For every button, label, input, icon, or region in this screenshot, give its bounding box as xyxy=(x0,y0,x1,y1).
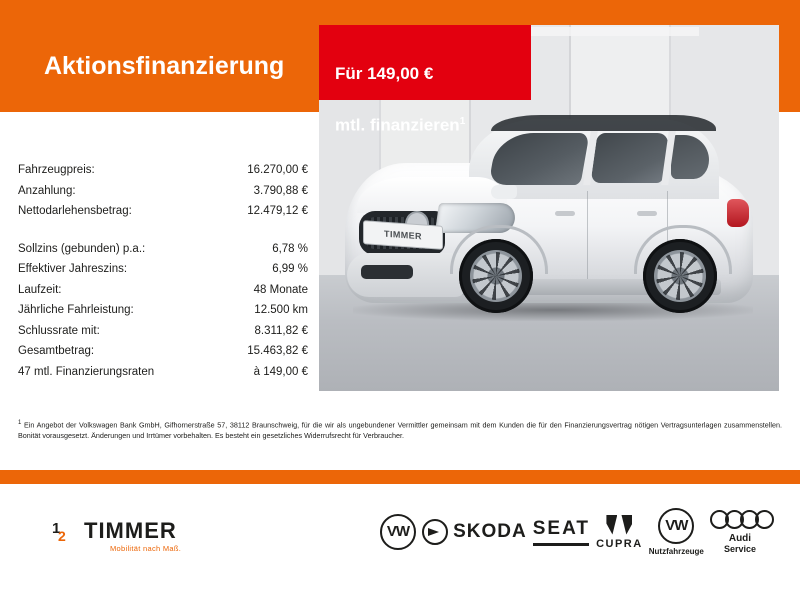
finance-label: Nettodarlehensbetrag: xyxy=(18,205,132,217)
finance-row xyxy=(18,164,308,176)
finance-row xyxy=(18,366,308,378)
seat-wordmark: SEAT xyxy=(532,518,591,539)
skoda-wordmark: SKODA xyxy=(453,521,527,542)
license-plate-text: TIMMER xyxy=(384,228,422,242)
finance-label: Effektiver Jahreszins: xyxy=(18,263,128,275)
audi-wordmark: Audi xyxy=(728,533,752,544)
promo-text xyxy=(335,38,465,138)
finance-label: Jährliche Fahrleistung: xyxy=(18,304,134,316)
finance-value: 16.270,00 € xyxy=(247,164,308,176)
finance-row xyxy=(18,325,308,337)
dealer-mark-glyph-1: 1 xyxy=(52,520,61,537)
finance-row xyxy=(18,205,308,217)
dealer-mark-icon xyxy=(52,518,78,544)
finance-value: 12.479,12 € xyxy=(247,205,308,217)
dealer-mark-glyph-2: 2 xyxy=(58,528,66,544)
audi-ring-4 xyxy=(755,510,774,529)
finance-label: Gesamtbetrag: xyxy=(18,345,95,357)
finance-label: Laufzeit: xyxy=(18,283,62,296)
cupra-logo-icon xyxy=(606,515,632,535)
car-wheel-front xyxy=(459,239,533,313)
promo-line-2: mtl. finanzieren xyxy=(335,115,460,135)
car-rim-rear xyxy=(654,250,706,302)
skoda-logo-icon xyxy=(422,519,527,545)
finance-details xyxy=(18,164,308,386)
car-window-rear xyxy=(590,133,669,183)
dealer-logo xyxy=(52,518,177,544)
brand-seat xyxy=(533,518,590,546)
brand-cupra xyxy=(596,515,643,550)
footer-band xyxy=(0,470,800,484)
promo-badge xyxy=(319,25,531,135)
car-mirror xyxy=(491,185,517,199)
legal-footnote xyxy=(18,418,782,441)
audi-rings-icon xyxy=(710,510,770,529)
section-spacer xyxy=(18,226,308,243)
finance-value: 15.463,82 € xyxy=(247,345,308,357)
footnote-marker: 1 xyxy=(18,420,22,426)
finance-value: 6,99 % xyxy=(272,263,308,275)
promo-line-1: Für 149,00 € xyxy=(335,64,434,83)
dealer-claim: Mobilität nach Maß. xyxy=(110,544,182,553)
car-handle-rear xyxy=(637,211,657,216)
finance-row xyxy=(18,304,308,316)
footer xyxy=(0,484,800,600)
skoda-arrow-icon xyxy=(422,519,448,545)
finance-row xyxy=(18,345,308,357)
finance-row xyxy=(18,185,308,197)
finance-label: Anzahlung: xyxy=(18,184,76,197)
finance-row xyxy=(18,243,308,255)
vw-logo-icon: VW xyxy=(380,514,416,550)
finance-value: 12.500 km xyxy=(254,304,308,316)
finance-label: Schlussrate mit: xyxy=(18,324,100,337)
car-roof-trim xyxy=(491,115,716,131)
vw-nutzfahrzeuge-label: Nutzfahrzeuge xyxy=(648,547,704,556)
finance-label: Sollzins (gebunden) p.a.: xyxy=(18,242,146,255)
audi-service-label: Service xyxy=(723,544,756,554)
car-rim-front xyxy=(470,250,522,302)
finance-value: à 149,00 € xyxy=(253,365,308,378)
brand-audi-service xyxy=(710,510,770,554)
finance-value: 48 Monate xyxy=(253,283,308,296)
seat-underline-icon xyxy=(533,543,589,546)
brand-logo-row xyxy=(380,508,770,556)
cupra-wordmark: CUPRA xyxy=(596,537,643,550)
finance-row xyxy=(18,263,308,275)
dealer-name: TIMMER xyxy=(84,518,177,543)
brand-volkswagen xyxy=(380,514,416,550)
finance-label: Fahrzeugpreis: xyxy=(18,164,95,176)
vw-nutzfahrzeuge-logo-icon: VW xyxy=(658,508,694,544)
car-door-line-front xyxy=(587,191,588,283)
page-title: Aktionsfinanzierung xyxy=(44,52,285,80)
finance-value: 8.311,82 € xyxy=(254,324,308,337)
finance-label: 47 mtl. Finanzierungsraten xyxy=(18,365,155,378)
car-tail-light xyxy=(727,199,749,227)
finance-value: 6,78 % xyxy=(272,242,308,255)
footnote-text: Ein Angebot der Volkswagen Bank GmbH, Gifhornerstraße 57, 38112 Braunschweig, für die wir als ungebundener Vermittler gemeinsam mit dem Kunden die für den Finanzierungsvertrag nötigen Vertragsunterlagen zusammenstellen. Bonität vorausgesetzt. Änderungen und Irrtümer vorbehalten. Es besteht ein gesetzliches Widerrufsrecht für Verbraucher. xyxy=(18,420,782,441)
promo-footnote-marker: 1 xyxy=(459,116,466,127)
brand-vw-nutzfahrzeuge xyxy=(649,508,704,556)
car-lower-air-intake xyxy=(361,265,413,279)
car-handle-front xyxy=(555,211,575,216)
car-wheel-rear xyxy=(643,239,717,313)
finance-row xyxy=(18,284,308,296)
finance-value: 3.790,88 € xyxy=(253,184,308,197)
brand-skoda xyxy=(422,519,527,545)
